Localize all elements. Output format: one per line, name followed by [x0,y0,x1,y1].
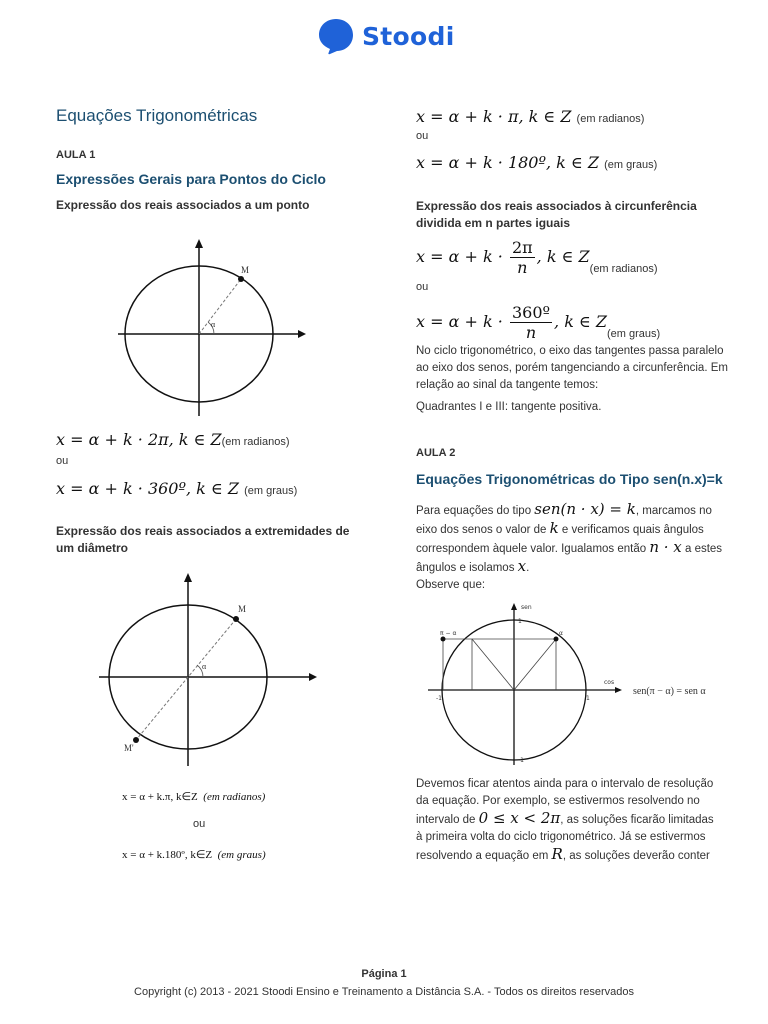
equation-fraction-radians: x = α + k · $\frac{2\pi}{n}$ , k ∈ $Z_{(em radianos)}$ [416,238,658,277]
brand-name: Stoodi [362,21,455,51]
fig2-opposite-label: M' [124,743,134,753]
fig3-cos-label: cos [604,679,615,686]
heading-point: Expressão dos reais associados a um ponto [56,198,310,212]
equation-radians-2pi: x = α + k · 2π, k ∈ Z(em radianos) [56,430,290,449]
fig2-point-label: M [238,604,247,614]
copyright-notice: Copyright (c) 2013 - 2021 Stoodi Ensino e Treinamento a Distância S.A. - Todos os direitos reservados [134,986,634,998]
equation-radians-pi: x = α + k · π, k ∈ Z (em radianos) [416,107,645,126]
paragraph-interval: Devemos ficar atentos ainda para o intervalo de resolução da equação. Por exemplo, se estivermos resolvendo no intervalo de 0 ≤ x < 2π, as soluções ficarão limitadas à primeira volta do ciclo trigonométrico. Já se estivermos resolvendo a equação em R, as soluções deverão conter [416,778,714,863]
unit-circle-point-figure [110,236,310,426]
equation-fraction-degrees: x = α + k · $\frac{\text{360º}}{n}$ , k ∈ $Z_{(em graus)}$ [416,303,661,342]
fig3-top-1-label: 1 [518,618,522,625]
equation-degrees-180: x = α + k · 180º, k ∈ Z (em graus) [416,153,658,172]
section-subtitle: Expressões Gerais para Pontos do Ciclo [56,171,326,187]
ou-1: ou [56,455,69,467]
fig1-point-label: M [241,265,250,275]
sine-symmetry-figure [428,600,758,770]
aula-2-label: AULA 2 [416,447,456,459]
equation-image-degrees: x = α + k.180º, k∈Z (em graus) [122,849,266,861]
speech-bubble-icon [318,17,354,55]
ou-2: ou [193,818,206,830]
fig3-sen-label: sen [521,604,532,611]
heading-diameter: Expressão dos reais associados a extremidades de um diâmetro [56,524,350,555]
fig3-identity: sen(π − α) = sen α [633,686,706,697]
ou-3: ou [416,130,429,142]
aula-1-label: AULA 1 [56,149,96,161]
unit-circle-diameter-figure [96,570,321,770]
paragraph-sen-equations: Para equações do tipo sen(n · x) = k, marcamos no eixo dos senos o valor de k e verificamos quais ângulos correspondem àquele valor. Igualamos então n · x a estes ângulos e isolamos x. Observe que: [416,500,723,591]
page-title: Equações Trigonométricas [56,106,258,125]
fig3-bottom-minus1-label: -1 [518,757,524,764]
fig3-alpha-label: α [559,630,563,637]
fig3-left-minus1-label: -1 [436,695,442,702]
stoodi-logo [318,16,455,56]
heading-n-parts: Expressão dos reais associados à circunferência dividida em n partes iguais [416,199,697,230]
equation-degrees-360: x = α + k · 360º, k ∈ Z (em graus) [56,479,298,498]
fig2-angle-label: α [202,662,207,671]
fig3-right-1-label: 1 [586,695,590,702]
fig3-pi-minus-alpha-label: π − α [440,630,457,637]
ou-4: ou [416,281,429,293]
equation-image-radians: x = α + k.π, k∈Z (em radianos) [122,791,266,803]
paragraph-tangent-axis: No ciclo trigonométrico, o eixo das tangentes passa paralelo ao eixo dos senos, porém tangenciando a circunferência. Em relação ao sinal da tangente temos: [416,345,728,391]
fig1-angle-label: α [211,320,216,329]
page-number: Página 1 [361,968,407,980]
paragraph-quadrants: Quadrantes I e III: tangente positiva. [416,401,602,413]
section-subtitle-2: Equações Trigonométricas do Tipo sen(n.x)=k [416,471,723,487]
